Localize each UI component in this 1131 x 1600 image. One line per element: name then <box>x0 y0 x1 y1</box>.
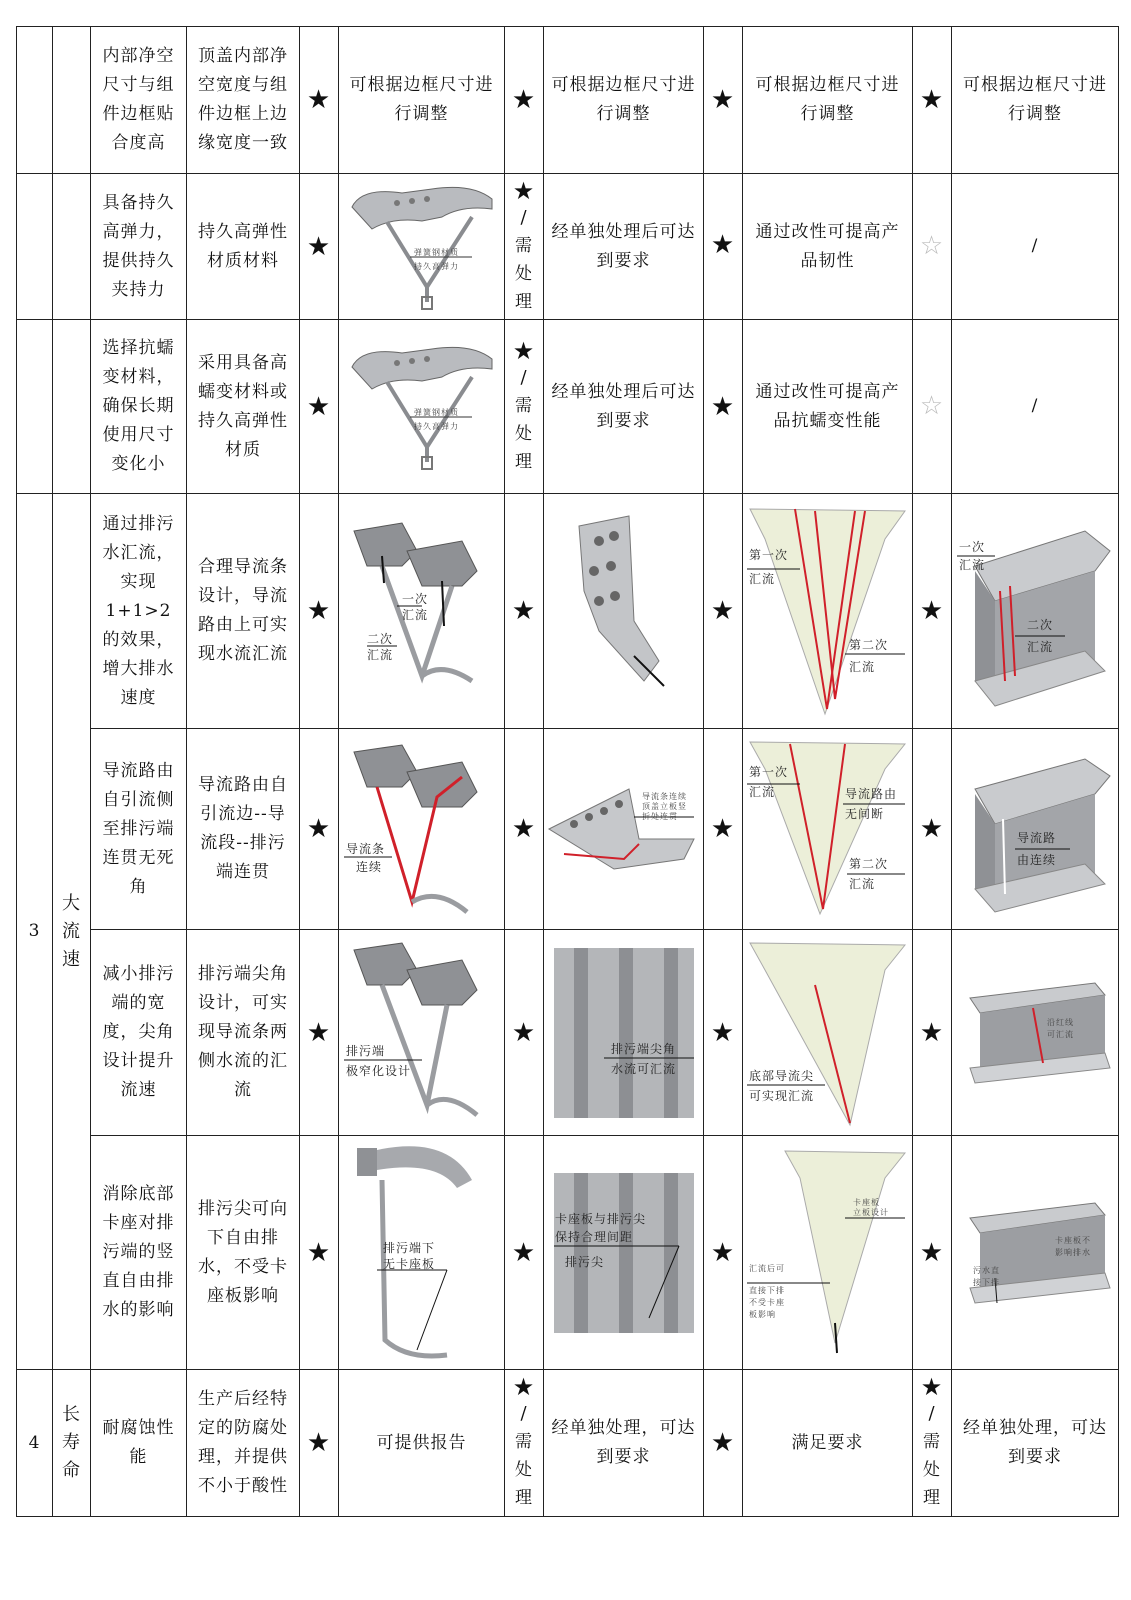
plastic-seat-image <box>745 1143 910 1363</box>
corrugated-seat-image <box>549 1168 699 1338</box>
seat-label: 卡座板不 <box>1055 1235 1091 1245</box>
double-cap-tip-image <box>342 935 502 1130</box>
image-cell <box>952 930 1119 1136</box>
half-star-mark: ★ <box>704 174 743 320</box>
side-clip-image <box>347 1140 497 1365</box>
image-cell <box>743 1136 913 1370</box>
clip-label-material: 弹簧钢材质 <box>413 407 459 417</box>
table-row <box>17 1370 1119 1517</box>
metal-cap-flow-image <box>955 511 1115 711</box>
plastic-cap-guide-image <box>745 734 910 924</box>
tip-label: 排污端尖角 <box>610 1041 676 1056</box>
need-process-cell <box>505 320 544 494</box>
guide-label: 顶盖立板竖 <box>642 802 687 811</box>
star-mark: ★ <box>704 729 743 930</box>
guide-label: 折处连贯 <box>642 812 678 821</box>
star-mark: ★ <box>300 1370 339 1517</box>
tip-label: 底部导流尖 <box>749 1069 815 1083</box>
star-mark: ★ <box>505 729 544 930</box>
seat-label: 汇流后可 <box>749 1263 785 1273</box>
seat-label: 排污尖 <box>564 1254 604 1269</box>
seat-label: 排污端下 <box>382 1241 435 1255</box>
guide-label: 导流路 <box>1017 831 1057 845</box>
image-cell <box>544 1136 704 1370</box>
star-mark: ★ <box>913 1136 952 1370</box>
guide-label: 导流条连续 <box>642 792 687 801</box>
need-text: 理 <box>515 291 533 312</box>
num-cell <box>17 320 53 494</box>
metal-seat-image <box>955 1193 1115 1313</box>
star-mark: ★ <box>704 27 743 174</box>
double-cap-flow-image <box>342 511 502 711</box>
image-cell <box>743 494 913 729</box>
requirement-cell: 顶盖内部净空宽度与组件边框上边缘宽度一致 <box>187 27 300 174</box>
guide-label: 由连续 <box>1017 853 1057 867</box>
corrugated-plate-image <box>549 943 699 1123</box>
star-mark: ★ <box>913 27 952 174</box>
guide-label: 汇流 <box>749 785 776 799</box>
need-process-cell <box>505 174 544 320</box>
star-mark: ★ <box>913 930 952 1136</box>
guide-label: 第一次 <box>749 765 789 779</box>
table-row <box>17 1136 1119 1370</box>
image-cell <box>544 729 704 930</box>
need-text: 理 <box>515 1488 533 1508</box>
flow-label: 二次 <box>366 632 393 646</box>
image-cell <box>743 930 913 1136</box>
star-mark: ★ <box>300 1136 339 1370</box>
num-cell <box>17 27 53 174</box>
spring-clip-image <box>342 177 502 317</box>
star-mark: ★ <box>704 1136 743 1370</box>
section-number: 4 <box>17 1370 53 1517</box>
star-mark: ★ <box>704 1370 743 1517</box>
option3-cell: 满足要求 <box>743 1370 913 1517</box>
star-mark: ★ <box>913 494 952 729</box>
star-mark: ★ <box>512 336 536 365</box>
guide-label: 连续 <box>355 859 382 874</box>
image-cell <box>952 729 1119 930</box>
seat-label: 保持合理间距 <box>554 1229 633 1244</box>
section-number: 3 <box>17 494 53 1370</box>
comparison-table <box>16 26 1119 1517</box>
indicator-cell: 通过排污水汇流，实现1+1>2的效果，增大排水速度 <box>91 494 187 729</box>
hollow-star-mark: ☆ <box>913 174 952 320</box>
star-mark: ★ <box>300 930 339 1136</box>
clip-image-cell <box>339 174 505 320</box>
image-cell <box>743 729 913 930</box>
need-text: 处 <box>923 1460 941 1480</box>
need-text: 理 <box>515 451 533 472</box>
option4-cell: 可根据边框尺寸进行调整 <box>952 27 1119 174</box>
star-mark: ★ <box>505 1136 544 1370</box>
flow-label: 汇流 <box>849 659 876 674</box>
seat-label: 不受卡座 <box>749 1297 785 1307</box>
option3-cell: 通过改性可提高产品抗蠕变性能 <box>743 320 913 494</box>
need-text: 处 <box>515 1460 533 1480</box>
slash-mark: / <box>928 1403 936 1424</box>
table-row <box>17 174 1119 320</box>
guide-label: 导流条 <box>345 841 385 856</box>
section-category: 大流速 <box>53 494 91 1370</box>
guide-label: 汇流 <box>849 877 876 891</box>
category-cell <box>53 174 91 320</box>
flow-label: 第一次 <box>749 547 789 562</box>
seat-label: 污水直 <box>973 1265 1000 1275</box>
requirement-cell: 合理导流条设计，导流路由上可实现水流汇流 <box>187 494 300 729</box>
seat-label: 接下排 <box>973 1277 1000 1287</box>
need-process-cell <box>505 1370 544 1517</box>
option2-cell: 经单独处理，可达到要求 <box>544 1370 704 1517</box>
requirement-cell: 持久高弹性材质材料 <box>187 174 300 320</box>
requirement-cell: 导流路由自引流边--导流段--排污端连贯 <box>187 729 300 930</box>
seat-label: 立板设计 <box>853 1207 889 1217</box>
seat-label: 卡座板与排污尖 <box>554 1211 646 1226</box>
indicator-cell: 选择抗蠕变材料，确保长期使用尺寸变化小 <box>91 320 187 494</box>
category-cell <box>53 27 91 174</box>
tip-label: 沿红线 <box>1047 1017 1074 1027</box>
indicator-cell: 具备持久高弹力，提供持久夹持力 <box>91 174 187 320</box>
flow-label: 汇流 <box>1027 640 1054 654</box>
table-row <box>17 494 1119 729</box>
slash-mark: / <box>520 366 528 388</box>
clip-label-material: 弹簧钢材质 <box>413 247 459 257</box>
star-mark: ★ <box>704 320 743 494</box>
flow-label: 汇流 <box>749 571 776 586</box>
option1-cell: 可根据边框尺寸进行调整 <box>339 27 505 174</box>
double-cap-guide-image <box>342 737 502 922</box>
tip-label: 水流可汇流 <box>610 1061 676 1076</box>
hollow-star-mark: ☆ <box>913 320 952 494</box>
table-row <box>17 27 1119 174</box>
flow-label: 一次 <box>959 540 986 554</box>
need-text: 处 <box>515 423 533 444</box>
option2-cell: 经单独处理后可达到要求 <box>544 320 704 494</box>
option3-cell: 通过改性可提高产品韧性 <box>743 174 913 320</box>
image-cell <box>339 729 505 930</box>
guide-label: 第二次 <box>849 857 889 871</box>
indicator-cell: 内部净空尺寸与组件边框贴合度高 <box>91 27 187 174</box>
star-mark: ★ <box>920 1373 944 1401</box>
indicator-cell: 消除底部卡座对排污端的竖直自由排水的影响 <box>91 1136 187 1370</box>
option4-cell: / <box>952 174 1119 320</box>
star-mark: ★ <box>505 27 544 174</box>
clip-label-elastic: 持久高弹力 <box>413 261 459 271</box>
section-category: 长寿命 <box>53 1370 91 1517</box>
indicator-cell: 导流路由自引流侧至排污端连贯无死角 <box>91 729 187 930</box>
image-cell <box>339 1136 505 1370</box>
star-mark: ★ <box>512 176 536 205</box>
option4-cell: / <box>952 320 1119 494</box>
guide-label: 导流路由 <box>845 787 898 801</box>
slash-mark: / <box>520 1403 528 1424</box>
option3-cell: 可根据边框尺寸进行调整 <box>743 27 913 174</box>
star-mark: ★ <box>505 494 544 729</box>
category-cell <box>53 320 91 494</box>
image-cell <box>339 930 505 1136</box>
requirement-cell: 排污尖可向下自由排水，不受卡座板影响 <box>187 1136 300 1370</box>
need-text: 理 <box>923 1488 941 1508</box>
image-cell <box>544 494 704 729</box>
flow-label: 第二次 <box>849 637 889 652</box>
requirement-cell: 排污端尖角设计，可实现导流条两侧水流的汇流 <box>187 930 300 1136</box>
metal-cap-guide-image <box>955 744 1115 914</box>
indicator-cell: 耐腐蚀性能 <box>91 1370 187 1517</box>
perforated-plate-image <box>549 511 699 711</box>
clip-label-elastic: 持久高弹力 <box>413 421 459 431</box>
star-mark: ★ <box>300 27 339 174</box>
flow-label: 二次 <box>1027 618 1054 632</box>
need-text: 处 <box>515 263 533 284</box>
table-row <box>17 930 1119 1136</box>
image-cell <box>339 494 505 729</box>
need-text: 需 <box>515 235 533 256</box>
flow-label: 汇流 <box>366 648 393 662</box>
image-cell <box>952 494 1119 729</box>
star-mark: ★ <box>505 930 544 1136</box>
seat-label: 卡座板 <box>853 1197 880 1207</box>
tip-label: 极窄化设计 <box>345 1064 411 1078</box>
seat-label: 影响排水 <box>1055 1247 1091 1257</box>
star-mark: ★ <box>300 174 339 320</box>
option1-cell: 可提供报告 <box>339 1370 505 1517</box>
spring-clip-image <box>342 337 502 477</box>
star-mark: ★ <box>300 320 339 494</box>
need-text: 需 <box>515 395 533 416</box>
need-text: 需 <box>515 1432 533 1452</box>
bent-plate-image <box>544 769 704 889</box>
guide-label: 无间断 <box>845 807 885 821</box>
indicator-cell: 减小排污端的宽度，尖角设计提升流速 <box>91 930 187 1136</box>
plastic-cap-tip-image <box>745 935 910 1130</box>
table-row <box>17 729 1119 930</box>
option2-cell: 可根据边框尺寸进行调整 <box>544 27 704 174</box>
image-cell <box>952 1136 1119 1370</box>
need-text: 需 <box>923 1432 941 1452</box>
slash-mark: / <box>520 206 528 228</box>
flow-label: 汇流 <box>401 608 428 622</box>
need-process-cell <box>913 1370 952 1517</box>
star-mark: ★ <box>913 729 952 930</box>
tip-label: 排污端 <box>345 1044 385 1058</box>
option4-cell: 经单独处理，可达到要求 <box>952 1370 1119 1517</box>
seat-label: 板影响 <box>749 1309 776 1319</box>
plastic-cap-flow-image <box>745 499 910 724</box>
star-mark: ★ <box>300 494 339 729</box>
tip-label: 可汇流 <box>1047 1029 1074 1039</box>
star-mark: ★ <box>300 729 339 930</box>
option2-cell: 经单独处理后可达到要求 <box>544 174 704 320</box>
table-row <box>17 320 1119 494</box>
requirement-cell: 生产后经特定的防腐处理，并提供不小于酸性 <box>187 1370 300 1517</box>
flow-label: 汇流 <box>959 558 986 572</box>
star-mark: ★ <box>704 930 743 1136</box>
num-cell <box>17 174 53 320</box>
seat-label: 直接下排 <box>749 1285 785 1295</box>
star-mark: ★ <box>512 1373 536 1401</box>
clip-image-cell <box>339 320 505 494</box>
image-cell <box>544 930 704 1136</box>
seat-label: 无卡座板 <box>382 1257 435 1271</box>
star-mark: ★ <box>704 494 743 729</box>
requirement-cell: 采用具备高蠕变材料或持久高弹性材质 <box>187 320 300 494</box>
metal-cap-tip-image <box>955 973 1115 1093</box>
flow-label: 一次 <box>401 592 428 606</box>
tip-label: 可实现汇流 <box>749 1089 815 1103</box>
